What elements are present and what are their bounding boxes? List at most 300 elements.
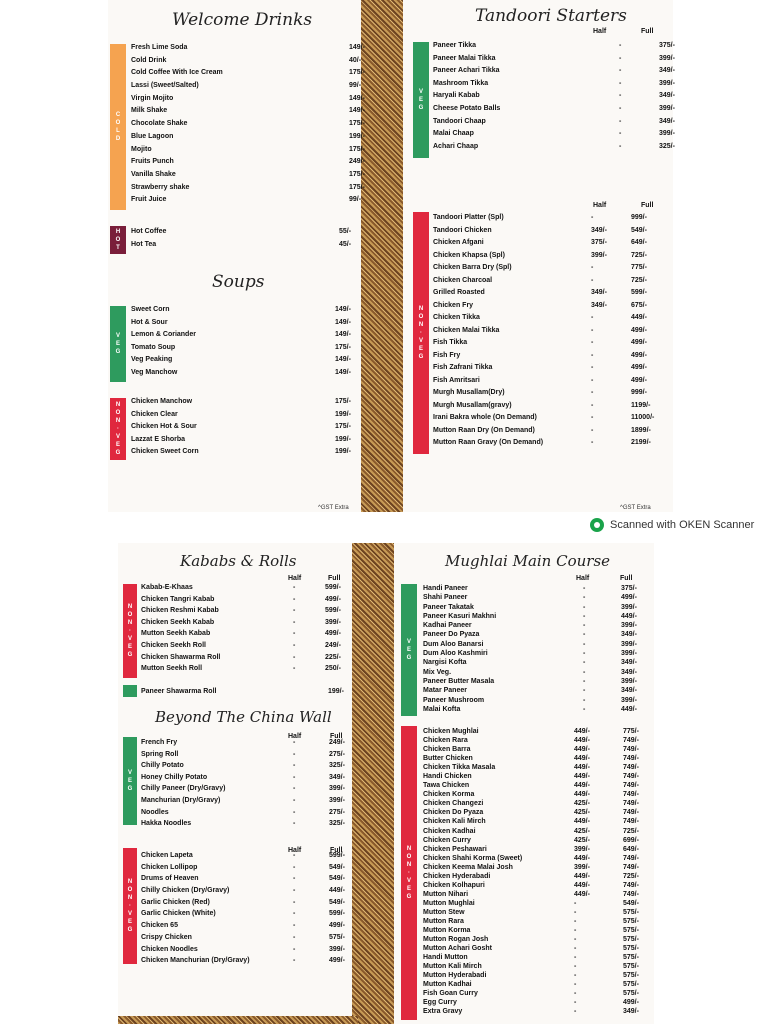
menu-item-half-price: 449/- — [574, 818, 590, 826]
menu-item — [141, 751, 351, 763]
menu-item-name: Honey Chilly Potato — [141, 773, 208, 781]
menu-item-half-price: - — [619, 104, 622, 112]
menu-item-half-price: - — [293, 607, 296, 615]
menu-item-name: Vanilla Shake — [131, 170, 176, 178]
menu-item — [131, 94, 365, 108]
menu-item-full-price: 399/- — [621, 640, 637, 648]
menu-item-half-price: - — [574, 990, 577, 998]
menu-item-name: Tandoori Chaap — [433, 117, 486, 125]
menu-item-half-price: - — [574, 908, 577, 916]
menu-item-name: Chicken Manchurian (Dry/Gravy) — [141, 957, 250, 965]
menu-item-half-price: - — [619, 130, 622, 138]
menu-item-full-price: 575/- — [623, 963, 639, 971]
menu-item-half-price: - — [583, 650, 586, 658]
menu-item-half-price: - — [293, 820, 296, 828]
menu-item-half-price: - — [293, 887, 296, 895]
menu-item-half-price: - — [293, 762, 296, 770]
menu-item-half-price: 349/- — [591, 226, 607, 234]
menu-item-name: Chicken Korma — [423, 791, 475, 799]
menu-item-full-price: 149/- — [335, 356, 351, 363]
menu-item-half-price: 449/- — [574, 782, 590, 790]
hot-tag — [110, 226, 126, 254]
menu-item — [423, 900, 653, 909]
menu-item-full-price: 349/- — [623, 1008, 639, 1016]
menu-item-full-price: 199/- — [328, 688, 344, 695]
menu-item-name: Mutton Kadhai — [423, 981, 472, 989]
menu-item-name: Mutton Seekh Roll — [141, 665, 203, 673]
menu-item — [423, 782, 653, 791]
menu-item — [423, 1008, 653, 1017]
menu-item-full-price: 499/- — [623, 999, 639, 1007]
menu-item-full-price: 11000/- — [631, 414, 655, 421]
menu-item-half-price: - — [293, 922, 296, 930]
menu-item-name: Cold Drink — [131, 56, 167, 64]
menu-item-full-price: 999/- — [631, 214, 647, 221]
tandoori-starters-title: Tandoori Starters — [475, 6, 627, 26]
menu-item-name: Fruit Juice — [131, 196, 167, 204]
menu-item-half-price: 399/- — [574, 863, 590, 871]
veg-china-list — [141, 739, 351, 832]
menu-item-name: Chicken Charcoal — [433, 276, 493, 284]
nonveg-tandoori-tag — [413, 212, 429, 454]
menu-item — [433, 104, 675, 118]
menu-item — [423, 678, 653, 687]
menu-item-name: Chicken Kadhai — [423, 827, 476, 835]
menu-item-half-price: - — [293, 796, 296, 804]
menu-item-name: Paneer Takatak — [423, 603, 474, 611]
menu-item-name: Paneer Malai Tikka — [433, 54, 496, 62]
gst-note-top-left: ^GST Extra — [318, 505, 349, 511]
menu-item-half-price: - — [591, 376, 594, 384]
menu-item — [433, 402, 668, 415]
menu-item-full-price: 499/- — [325, 595, 341, 603]
menu-item-full-price: 149/- — [349, 107, 365, 115]
menu-item-name: Nargisi Kofta — [423, 659, 467, 667]
menu-item — [131, 356, 356, 369]
menu-item-name: Chicken Tikka Masala — [423, 764, 496, 772]
nonveg-tandoori-tag-label: N O N · V E G — [418, 306, 424, 360]
menu-item-half-price: 449/- — [574, 737, 590, 745]
menu-item-name: Chicken Changezi — [423, 800, 484, 808]
menu-item-name: Crispy Chicken — [141, 933, 192, 941]
menu-item — [131, 56, 362, 70]
kababs-full-header: Full — [328, 575, 341, 582]
menu-item-name: Veg Peaking — [131, 356, 173, 363]
menu-item-full-price: 399/- — [621, 696, 637, 704]
menu-item — [423, 855, 653, 864]
veg-soups-tag — [110, 306, 126, 382]
menu-item-name: Virgin Mojito — [131, 94, 174, 102]
hot-drinks-list — [131, 228, 356, 253]
menu-item-name: Chicken Fry — [433, 301, 474, 309]
menu-item-half-price: - — [574, 1008, 577, 1016]
nonveg-soups-tag — [110, 398, 126, 460]
menu-item-half-price: 425/- — [574, 800, 590, 808]
menu-item-name: Hot Tea — [131, 240, 157, 248]
menu-item-full-price: 149/- — [335, 331, 351, 338]
veg-mughlai-tag-label: V E G — [406, 639, 412, 661]
menu-item-half-price: - — [293, 933, 296, 941]
menu-item-full-price: 775/- — [623, 728, 639, 735]
menu-item — [423, 837, 653, 846]
menu-item — [423, 604, 653, 613]
menu-item — [131, 228, 356, 241]
menu-item-name: Chilly Potato — [141, 762, 184, 770]
menu-item — [433, 339, 668, 352]
tandoori-full-header: Full — [641, 28, 654, 35]
menu-item-full-price: 349/- — [329, 773, 345, 781]
menu-item-name: Mutton Korma — [423, 927, 471, 935]
menu-item — [141, 887, 351, 899]
menu-item-name: Chicken Tikka — [433, 314, 480, 321]
menu-item-full-price: 449/- — [329, 887, 345, 895]
menu-item-name: Chicken Kali Mirch — [423, 818, 486, 826]
menu-item — [423, 828, 653, 837]
menu-item-half-price: - — [574, 936, 577, 944]
menu-item-full-price: 599/- — [329, 910, 345, 918]
menu-item-full-price: 199/- — [335, 435, 351, 443]
menu-item-name: Chicken Barra Dry (Spl) — [433, 264, 512, 271]
nonveg-tandoori-list — [433, 214, 668, 452]
menu-item-half-price: - — [293, 945, 296, 953]
menu-item-full-price: 225/- — [325, 653, 341, 661]
menu-item-full-price: 399/- — [659, 104, 675, 112]
menu-item-full-price: 149/- — [335, 306, 351, 313]
menu-item-full-price: 1199/- — [631, 401, 651, 409]
menu-item-name: Lemon & Coriander — [131, 331, 196, 338]
menu-item-full-price: 599/- — [631, 289, 647, 296]
menu-item-half-price: - — [619, 42, 622, 49]
menu-item — [423, 864, 653, 873]
menu-item — [433, 439, 668, 452]
menu-item-full-price: 749/- — [623, 755, 639, 763]
menu-item-full-price: 749/- — [623, 737, 639, 745]
menu-item — [423, 846, 653, 855]
menu-item-full-price: 349/- — [621, 687, 637, 695]
menu-item-half-price: - — [583, 696, 586, 704]
menu-item-half-price: 449/- — [574, 872, 590, 880]
menu-item — [131, 398, 356, 411]
menu-item — [131, 107, 365, 120]
menu-item-name: Chicken Shawarma Roll — [141, 653, 221, 661]
menu-item-full-price: 599/- — [325, 607, 341, 615]
menu-item-name: Hot & Sour — [131, 318, 168, 326]
menu-item-name: Dum Aloo Banarsi — [423, 640, 484, 648]
menu-item-name: Paneer Shawarma Roll — [141, 688, 217, 695]
menu-item-half-price: - — [583, 687, 586, 695]
mughlai-half-header: Half — [576, 575, 590, 582]
menu-item-half-price: - — [583, 668, 586, 676]
nonveg-tandoori-half-header: Half — [593, 202, 607, 209]
menu-item-name: Chicken Afgani — [433, 239, 484, 246]
veg-tandoori-list — [433, 42, 675, 155]
menu-item — [131, 44, 365, 57]
menu-item-full-price: 349/- — [659, 117, 675, 125]
menu-item-name: Kabab-E-Khaas — [141, 584, 193, 591]
menu-item-half-price: - — [574, 945, 577, 953]
menu-item — [423, 697, 653, 706]
menu-item-name: Cheese Potato Balls — [433, 104, 501, 112]
menu-item-half-price: - — [583, 631, 586, 639]
menu-item-name: Chicken Lollipop — [141, 863, 198, 871]
menu-item-full-price: 699/- — [623, 836, 639, 844]
menu-item-half-price: 449/- — [574, 728, 590, 735]
nonveg-kababs-list — [141, 584, 351, 677]
menu-item — [131, 145, 365, 159]
menu-item-half-price: - — [591, 351, 594, 359]
menu-item — [423, 622, 653, 631]
menu-item-half-price: - — [574, 999, 577, 1007]
menu-item-full-price: 999/- — [631, 389, 647, 396]
menu-item-full-price: 749/- — [623, 764, 639, 772]
cold-drinks-list — [131, 44, 365, 209]
menu-item-full-price: 99/- — [349, 196, 362, 204]
nonveg-mughlai-list — [423, 728, 653, 1018]
menu-item-half-price: - — [293, 852, 296, 859]
menu-item-full-price: 249/- — [349, 158, 365, 166]
menu-item-half-price: 449/- — [574, 791, 590, 799]
menu-item — [433, 117, 675, 131]
menu-item-full-price: 575/- — [329, 933, 345, 941]
menu-item — [433, 142, 675, 156]
menu-item-name: Paneer Kasuri Makhni — [423, 612, 497, 620]
menu-item-name: Chicken Tangri Kabab — [141, 595, 215, 603]
menu-item — [131, 344, 356, 357]
menu-item-half-price: - — [583, 622, 586, 630]
scanner-logo-icon — [590, 518, 604, 532]
menu-item — [423, 746, 653, 755]
veg-soups-list — [131, 306, 356, 381]
menu-item-half-price: - — [619, 79, 622, 87]
china-nonveg-full-header: Full — [330, 847, 343, 854]
menu-item-full-price: 175/- — [335, 423, 351, 430]
menu-item-full-price: 175/- — [349, 69, 365, 77]
menu-item-name: Mutton Achari Gosht — [423, 945, 492, 953]
menu-item-half-price: - — [583, 585, 586, 592]
menu-item-name: Paneer Achari Tikka — [433, 67, 500, 75]
menu-item-half-price: 449/- — [574, 773, 590, 781]
menu-item-full-price: 749/- — [623, 854, 639, 862]
menu-item — [141, 820, 351, 832]
menu-item-full-price: 675/- — [631, 301, 647, 309]
menu-item-full-price: 399/- — [621, 603, 637, 611]
menu-item-half-price: 449/- — [574, 854, 590, 862]
menu-item-half-price: - — [293, 773, 296, 781]
menu-item-name: French Fry — [141, 739, 178, 746]
menu-item-full-price: 499/- — [621, 594, 637, 602]
menu-item-full-price: 399/- — [329, 945, 345, 953]
menu-item-half-price: - — [293, 641, 296, 649]
menu-item-half-price: - — [591, 214, 594, 221]
menu-item-full-price: 175/- — [349, 170, 365, 178]
menu-item — [433, 277, 668, 290]
menu-item-half-price: - — [293, 595, 296, 603]
menu-item-half-price: - — [574, 954, 577, 962]
veg-china-tag-label: V E G — [127, 770, 133, 792]
menu-item-half-price: - — [293, 785, 296, 793]
menu-item-half-price: - — [293, 875, 296, 883]
menu-item-full-price: 175/- — [349, 120, 365, 128]
menu-item-name: Chocolate Shake — [131, 120, 188, 128]
veg-mughlai-tag — [401, 584, 417, 716]
menu-item-full-price: 575/- — [623, 972, 639, 980]
menu-item-name: Irani Bakra whole (On Demand) — [433, 414, 537, 421]
menu-item-full-price: 175/- — [349, 183, 365, 191]
menu-item — [141, 619, 351, 631]
menu-item-full-price: 749/- — [623, 791, 639, 799]
menu-item-full-price: 575/- — [623, 927, 639, 935]
menu-item-name: Chicken Noodles — [141, 945, 198, 953]
menu-item-name: Mutton Rara — [423, 917, 464, 925]
menu-item — [433, 414, 668, 427]
menu-item-name: Manchurian (Dry/Gravy) — [141, 796, 221, 804]
menu-item-full-price: 399/- — [659, 54, 675, 62]
menu-item-half-price: - — [591, 314, 594, 321]
kababs-half-header: Half — [288, 575, 302, 582]
menu-item-full-price: 349/- — [659, 67, 675, 75]
menu-item-half-price: 425/- — [574, 827, 590, 835]
menu-item-full-price: 499/- — [631, 364, 647, 371]
menu-item-name: Dum Aloo Kashmiri — [423, 650, 488, 658]
menu-item-name: Mutton Nihari — [423, 890, 469, 898]
menu-item-name: Tandoori Platter (Spl) — [433, 214, 504, 221]
menu-item-full-price: 349/- — [621, 659, 637, 667]
menu-item-full-price: 499/- — [631, 339, 647, 346]
menu-item — [141, 762, 351, 774]
menu-item-full-price: 575/- — [623, 945, 639, 953]
menu-item-half-price: - — [619, 142, 622, 150]
menu-item — [423, 687, 653, 696]
veg-tandoori-tag-label: V E G — [418, 89, 424, 111]
menu-item-full-price: 399/- — [659, 130, 675, 138]
menu-item — [423, 909, 653, 918]
menu-item-name: Grilled Roasted — [433, 289, 485, 296]
menu-item-full-price: 749/- — [623, 809, 639, 817]
menu-item-name: Tawa Chicken — [423, 782, 470, 790]
menu-item-name: Chicken Manchow — [131, 398, 193, 405]
menu-item — [131, 120, 365, 133]
menu-item-name: Mutton Mughlai — [423, 899, 475, 907]
menu-item — [423, 706, 653, 715]
menu-item-name: Mutton Hyderabadi — [423, 972, 487, 980]
menu-item-full-price: 649/- — [623, 845, 639, 853]
menu-item-full-price: 725/- — [623, 827, 639, 835]
menu-item-full-price: 549/- — [631, 226, 647, 234]
menu-item — [131, 306, 356, 319]
menu-item-full-price: 549/- — [623, 899, 639, 907]
nonveg-soups-tag-label: N O N · V E G — [115, 402, 121, 456]
menu-item-half-price: - — [574, 963, 577, 971]
menu-item-half-price: - — [591, 276, 594, 284]
menu-item-full-price: 449/- — [621, 612, 637, 620]
menu-item — [423, 737, 653, 746]
menu-item — [433, 427, 668, 440]
hot-tag-label: H O T — [115, 229, 121, 251]
menu-item — [433, 289, 668, 302]
menu-item-half-price: - — [574, 927, 577, 935]
menu-item — [423, 945, 653, 954]
menu-item-full-price: 575/- — [623, 981, 639, 989]
menu-item — [141, 584, 351, 596]
nonveg-china-list — [141, 852, 351, 969]
menu-item-full-price: 149/- — [349, 44, 365, 51]
menu-item-name: Kadhai Paneer — [423, 622, 472, 630]
menu-item-name: Chicken Lapeta — [141, 852, 193, 859]
menu-item-name: Chicken Mughlai — [423, 728, 479, 735]
menu-item — [131, 82, 362, 95]
menu-item-full-price: 399/- — [659, 79, 675, 87]
menu-item-full-price: 499/- — [329, 957, 345, 965]
menu-item-full-price: 725/- — [623, 872, 639, 880]
menu-item-half-price: - — [591, 339, 594, 346]
menu-item-name: Fresh Lime Soda — [131, 44, 188, 51]
menu-item-full-price: 1899/- — [631, 426, 651, 434]
menu-item-name: Murgh Musallam(Dry) — [433, 389, 505, 396]
menu-item-full-price: 149/- — [349, 94, 365, 102]
menu-item-full-price: 249/- — [329, 739, 345, 746]
menu-item — [141, 739, 351, 751]
menu-item — [423, 990, 653, 999]
menu-item-name: Chicken Do Pyaza — [423, 809, 484, 817]
menu-item — [141, 946, 351, 958]
menu-item-half-price: - — [591, 264, 594, 271]
menu-item-half-price: - — [591, 364, 594, 371]
menu-item — [433, 252, 668, 265]
menu-item-name: Spring Roll — [141, 750, 179, 758]
menu-item — [141, 797, 351, 809]
nonveg-kababs-tag — [123, 584, 137, 678]
menu-item-full-price: 399/- — [621, 622, 637, 630]
menu-item — [433, 364, 668, 377]
menu-item — [423, 999, 653, 1008]
menu-item-name: Blue Lagoon — [131, 132, 174, 140]
scanner-label: Scanned with OKEN Scanner — [610, 519, 755, 531]
menu-item-name: Chicken Hot & Sour — [131, 423, 197, 430]
menu-item-full-price: 149/- — [335, 368, 351, 376]
menu-item-name: Chicken Khapsa (Spl) — [433, 251, 505, 259]
menu-item — [423, 927, 653, 936]
menu-item-full-price: 499/- — [325, 630, 341, 638]
menu-item-name: Tomato Soup — [131, 343, 176, 351]
menu-item-full-price: 349/- — [621, 631, 637, 639]
menu-item — [423, 809, 653, 818]
menu-item — [141, 642, 351, 654]
menu-item-full-price: 725/- — [631, 251, 647, 259]
menu-item-half-price: - — [583, 677, 586, 685]
menu-item-full-price: 399/- — [325, 618, 341, 626]
menu-item — [433, 314, 668, 327]
menu-item-name: Chicken Rara — [423, 737, 468, 745]
menu-item-full-price: 149/- — [335, 318, 351, 326]
menu-item — [433, 42, 675, 55]
menu-item-full-price: 99/- — [349, 82, 362, 90]
menu-item-name: Matar Paneer — [423, 687, 467, 695]
menu-item-name: Chicken Reshmi Kabab — [141, 607, 219, 615]
menu-item-name: Chicken Kolhapuri — [423, 881, 485, 889]
menu-item-half-price: 449/- — [574, 881, 590, 889]
menu-item-half-price: 449/- — [574, 890, 590, 898]
menu-item-name: Handi Mutton — [423, 954, 468, 962]
menu-item — [141, 785, 351, 797]
china-veg-full-header: Full — [330, 733, 343, 740]
veg-mughlai-list — [423, 585, 653, 715]
menu-item — [131, 411, 356, 424]
menu-item-name: Garlic Chicken (Red) — [141, 898, 210, 906]
menu-item-half-price: 449/- — [574, 755, 590, 763]
menu-item — [433, 79, 675, 93]
menu-item-half-price: - — [591, 389, 594, 396]
menu-item — [433, 264, 668, 277]
